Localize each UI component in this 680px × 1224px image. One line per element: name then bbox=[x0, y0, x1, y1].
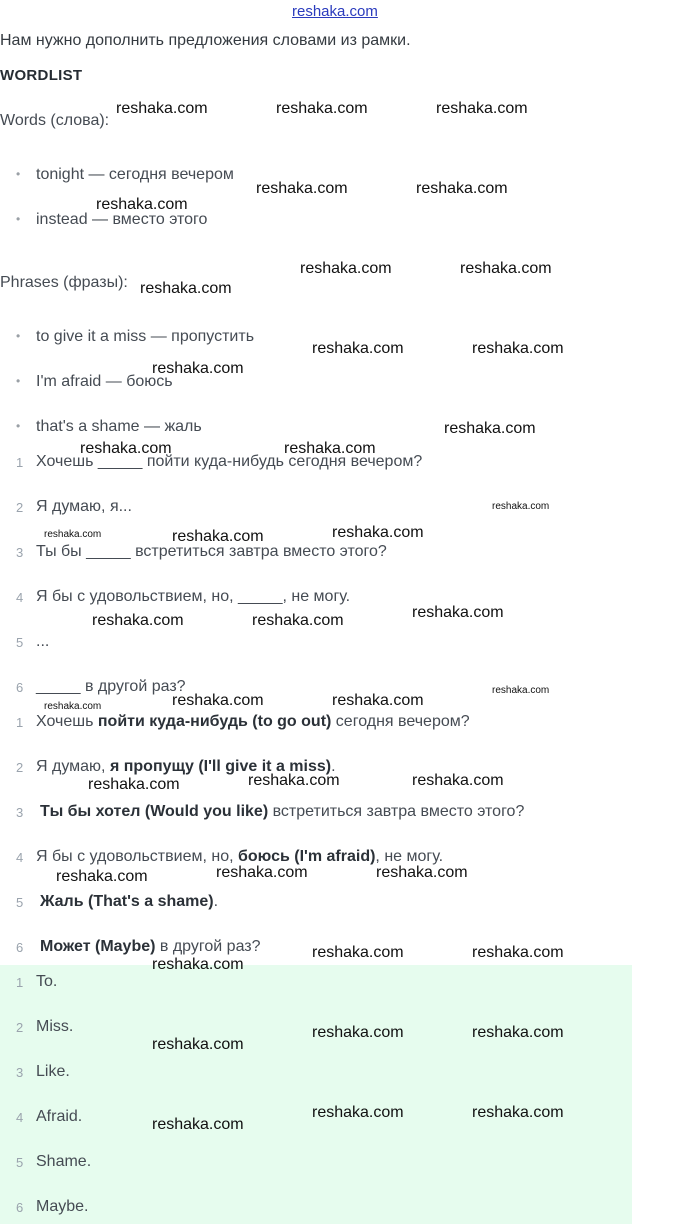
watermark: reshaka.com bbox=[444, 420, 536, 437]
watermark: reshaka.com bbox=[300, 260, 392, 277]
watermark: reshaka.com bbox=[152, 1036, 244, 1053]
answer-text: Afraid. bbox=[36, 1108, 83, 1125]
answer-text: Shame. bbox=[36, 1153, 92, 1170]
watermark: reshaka.com bbox=[152, 956, 244, 973]
row-number: 2 bbox=[16, 500, 24, 515]
row-number: 1 bbox=[16, 455, 24, 470]
row-number: 5 bbox=[16, 635, 24, 650]
row-number: 6 bbox=[16, 1200, 24, 1215]
row-number: 4 bbox=[16, 1110, 24, 1125]
task-text: ... bbox=[36, 633, 50, 650]
row-number: 3 bbox=[16, 1065, 24, 1080]
row-number: 6 bbox=[16, 680, 24, 695]
watermark: reshaka.com bbox=[140, 280, 232, 297]
bullet-icon: • bbox=[16, 167, 21, 181]
task-text: _____ в другой раз? bbox=[36, 678, 186, 695]
watermark: reshaka.com bbox=[376, 864, 468, 881]
watermark: reshaka.com bbox=[412, 604, 504, 621]
watermark: reshaka.com bbox=[284, 440, 376, 457]
task-text: Хочешь _____ пойти куда-нибудь сегодня вечером? bbox=[36, 453, 423, 470]
watermark: reshaka.com bbox=[96, 196, 188, 213]
row-number: 3 bbox=[16, 805, 24, 820]
answers-panel bbox=[0, 965, 632, 1224]
translation-text: Может (Maybe) в другой раз? bbox=[40, 938, 261, 955]
watermark: reshaka.com bbox=[116, 100, 208, 117]
watermark: reshaka.com bbox=[312, 1104, 404, 1121]
row-number: 5 bbox=[16, 895, 24, 910]
watermark: reshaka.com bbox=[436, 100, 528, 117]
watermark: reshaka.com bbox=[172, 692, 264, 709]
watermark: reshaka.com bbox=[276, 100, 368, 117]
watermark: reshaka.com bbox=[492, 501, 550, 512]
watermark: reshaka.com bbox=[472, 944, 564, 961]
row-number: 2 bbox=[16, 760, 24, 775]
watermark: reshaka.com bbox=[332, 692, 424, 709]
watermark: reshaka.com bbox=[152, 360, 244, 377]
phrase-item: that's a shame — жаль bbox=[36, 418, 202, 435]
answer-text: Like. bbox=[36, 1063, 70, 1080]
row-number: 4 bbox=[16, 850, 24, 865]
watermark: reshaka.com bbox=[44, 529, 102, 540]
answer-phrase: я пропущу (I'll give it a miss) bbox=[109, 758, 332, 775]
row-number: 1 bbox=[16, 975, 24, 990]
site-link[interactable]: reshaka.com bbox=[292, 3, 378, 20]
bullet-icon: • bbox=[16, 419, 21, 433]
word-item: tonight — сегодня вечером bbox=[36, 166, 234, 183]
translation-text: Я бы с удовольствием, но, боюсь (I'm afraid), не могу. bbox=[36, 848, 444, 865]
watermark: reshaka.com bbox=[88, 776, 180, 793]
phrase-item: I'm afraid — боюсь bbox=[36, 373, 173, 390]
watermark: reshaka.com bbox=[252, 612, 344, 629]
watermark: reshaka.com bbox=[56, 868, 148, 885]
translation-text: Я думаю, я пропущу (I'll give it a miss). bbox=[36, 758, 336, 775]
row-number: 3 bbox=[16, 545, 24, 560]
watermark: reshaka.com bbox=[492, 685, 550, 696]
answer-phrase: Может (Maybe) bbox=[40, 938, 156, 955]
watermark: reshaka.com bbox=[44, 701, 102, 712]
phrase-item: to give it a miss — пропустить bbox=[36, 328, 255, 345]
words-heading: Words (слова): bbox=[0, 112, 110, 129]
row-number: 5 bbox=[16, 1155, 24, 1170]
answer-phrase: пойти куда-нибудь (to go out) bbox=[97, 713, 332, 730]
task-text: Я думаю, я... bbox=[36, 498, 132, 515]
watermark: reshaka.com bbox=[312, 944, 404, 961]
translation-text: Жаль (That's a shame). bbox=[40, 893, 219, 910]
answer-text: Maybe. bbox=[36, 1198, 89, 1215]
bullet-icon: • bbox=[16, 329, 21, 343]
row-number: 6 bbox=[16, 940, 24, 955]
answer-phrase: Жаль (That's a shame) bbox=[40, 893, 214, 910]
watermark: reshaka.com bbox=[172, 528, 264, 545]
translation-text: Хочешь пойти куда-нибудь (to go out) сегодня вечером? bbox=[36, 713, 470, 730]
watermark: reshaka.com bbox=[332, 524, 424, 541]
watermark: reshaka.com bbox=[92, 612, 184, 629]
task-text: Я бы с удовольствием, но, _____, не могу. bbox=[36, 588, 351, 605]
task-text: Ты бы _____ встретиться завтра вместо этого? bbox=[36, 543, 387, 560]
row-number: 1 bbox=[16, 715, 24, 730]
translation-text: Ты бы хотел (Would you like) встретиться завтра вместо этого? bbox=[40, 803, 525, 820]
watermark: reshaka.com bbox=[256, 180, 348, 197]
watermark: reshaka.com bbox=[312, 340, 404, 357]
watermark: reshaka.com bbox=[216, 864, 308, 881]
watermark: reshaka.com bbox=[416, 180, 508, 197]
watermark: reshaka.com bbox=[312, 1024, 404, 1041]
watermark: reshaka.com bbox=[152, 1116, 244, 1133]
word-item: instead — вместо этого bbox=[36, 211, 208, 228]
bullet-icon: • bbox=[16, 374, 21, 388]
watermark: reshaka.com bbox=[412, 772, 504, 789]
answer-phrase: боюсь (I'm afraid) bbox=[237, 848, 376, 865]
wordlist-title: WORDLIST bbox=[0, 67, 83, 84]
watermark: reshaka.com bbox=[248, 772, 340, 789]
answer-phrase: Ты бы хотел (Would you like) bbox=[40, 803, 269, 820]
row-number: 2 bbox=[16, 1020, 24, 1035]
bullet-icon: • bbox=[16, 212, 21, 226]
watermark: reshaka.com bbox=[460, 260, 552, 277]
watermark: reshaka.com bbox=[472, 1104, 564, 1121]
row-number: 4 bbox=[16, 590, 24, 605]
watermark: reshaka.com bbox=[472, 1024, 564, 1041]
intro-text: Нам нужно дополнить предложения словами из рамки. bbox=[0, 32, 411, 49]
watermark: reshaka.com bbox=[472, 340, 564, 357]
answer-text: To. bbox=[36, 973, 58, 990]
answer-text: Miss. bbox=[36, 1018, 74, 1035]
phrases-heading: Phrases (фразы): bbox=[0, 274, 128, 291]
watermark: reshaka.com bbox=[80, 440, 172, 457]
